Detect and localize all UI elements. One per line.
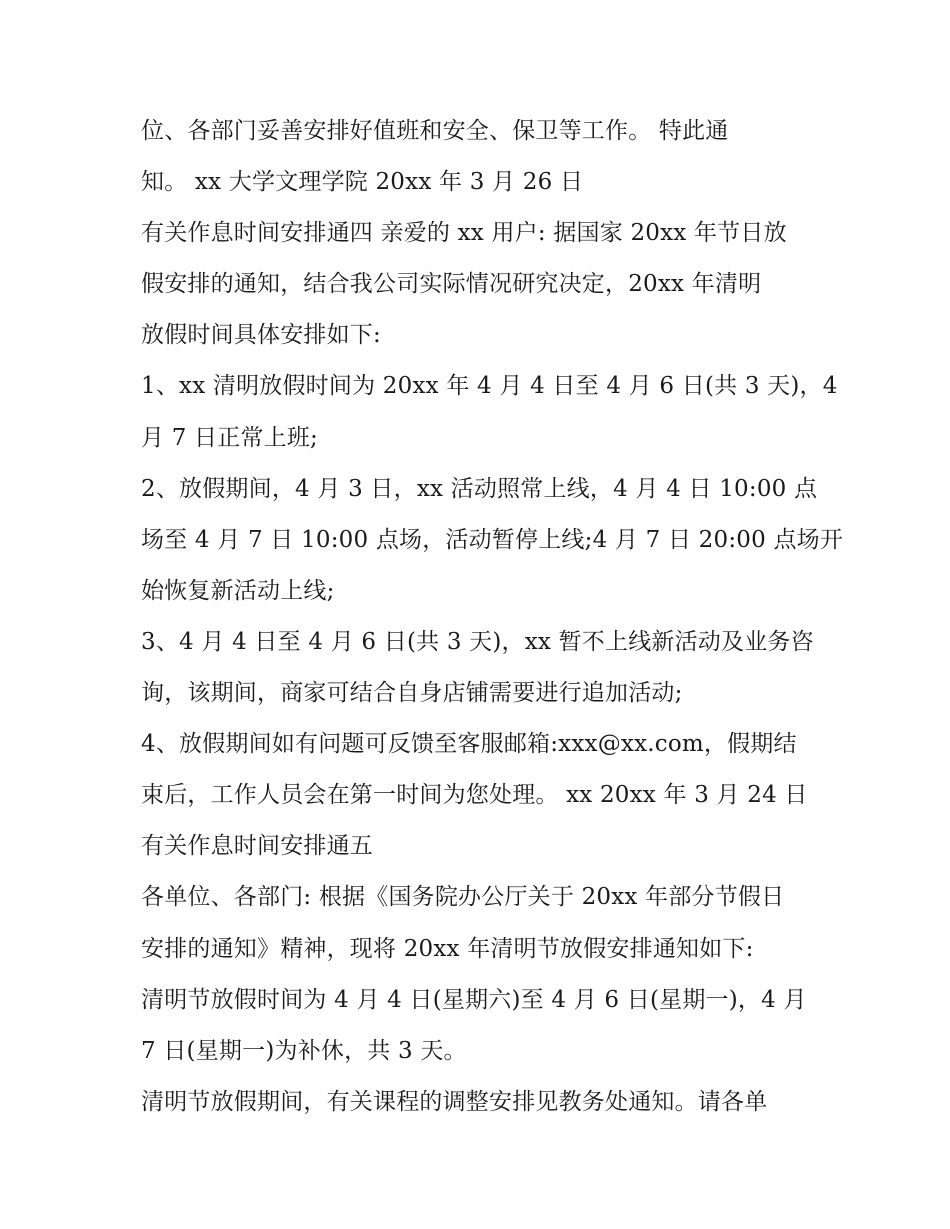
text-line: 3、4 月 4 日至 4 月 6 日(共 3 天)，xx 暂不上线新活动及业务咨 (141, 628, 814, 655)
document-body (141, 106, 844, 1128)
text-line: 假安排的通知，结合我公司实际情况研究决定，20xx 年清明 (141, 271, 762, 298)
text-line: 月 7 日正常上班; (141, 424, 319, 451)
text-line: 询，该期间，商家可结合自身店铺需要进行追加活动; (141, 680, 683, 707)
text-line: 场至 4 月 7 日 10:00 点场，活动暂停上线;4 月 7 日 20:00 点场开 (141, 526, 844, 553)
text-line: 束后，工作人员会在第一时间为您处理。 xx 20xx 年 3 月 24 日 (141, 782, 808, 809)
text-line: 2、放假期间，4 月 3 日，xx 活动照常上线，4 月 4 日 10:00 点 (141, 475, 818, 502)
text-line: 安排的通知》精神，现将 20xx 年清明节放假安排通知如下: (141, 935, 754, 962)
text-line: 放假时间具体安排如下: (141, 322, 381, 349)
text-line: 清明节放假时间为 4 月 4 日(星期六)至 4 月 6 日(星期一)，4 月 (141, 986, 807, 1013)
text-line: 4、放假期间如有问题可反馈至客服邮箱:xxx@xx.com，假期结 (141, 731, 797, 758)
text-line: 有关作息时间安排通四 亲爱的 xx 用户: 据国家 20xx 年节日放 (141, 220, 787, 247)
text-line: 1、xx 清明放假时间为 20xx 年 4 月 4 日至 4 月 6 日(共 3 天)，4 (141, 373, 838, 400)
text-line: 各单位、各部门: 根据《国务院办公厅关于 20xx 年部分节假日 (141, 884, 785, 911)
text-line: 始恢复新活动上线; (141, 577, 335, 604)
text-line: 知。 xx 大学文理学院 20xx 年 3 月 26 日 (141, 169, 584, 196)
text-line: 位、各部门妥善安排好值班和安全、保卫等工作。 特此通 (141, 118, 729, 144)
text-line: 清明节放假期间，有关课程的调整安排见教务处通知。请各单 (141, 1088, 768, 1115)
text-line: 有关作息时间安排通五 (141, 833, 373, 860)
text-line: 7 日(星期一)为补休，共 3 天。 (141, 1037, 467, 1064)
